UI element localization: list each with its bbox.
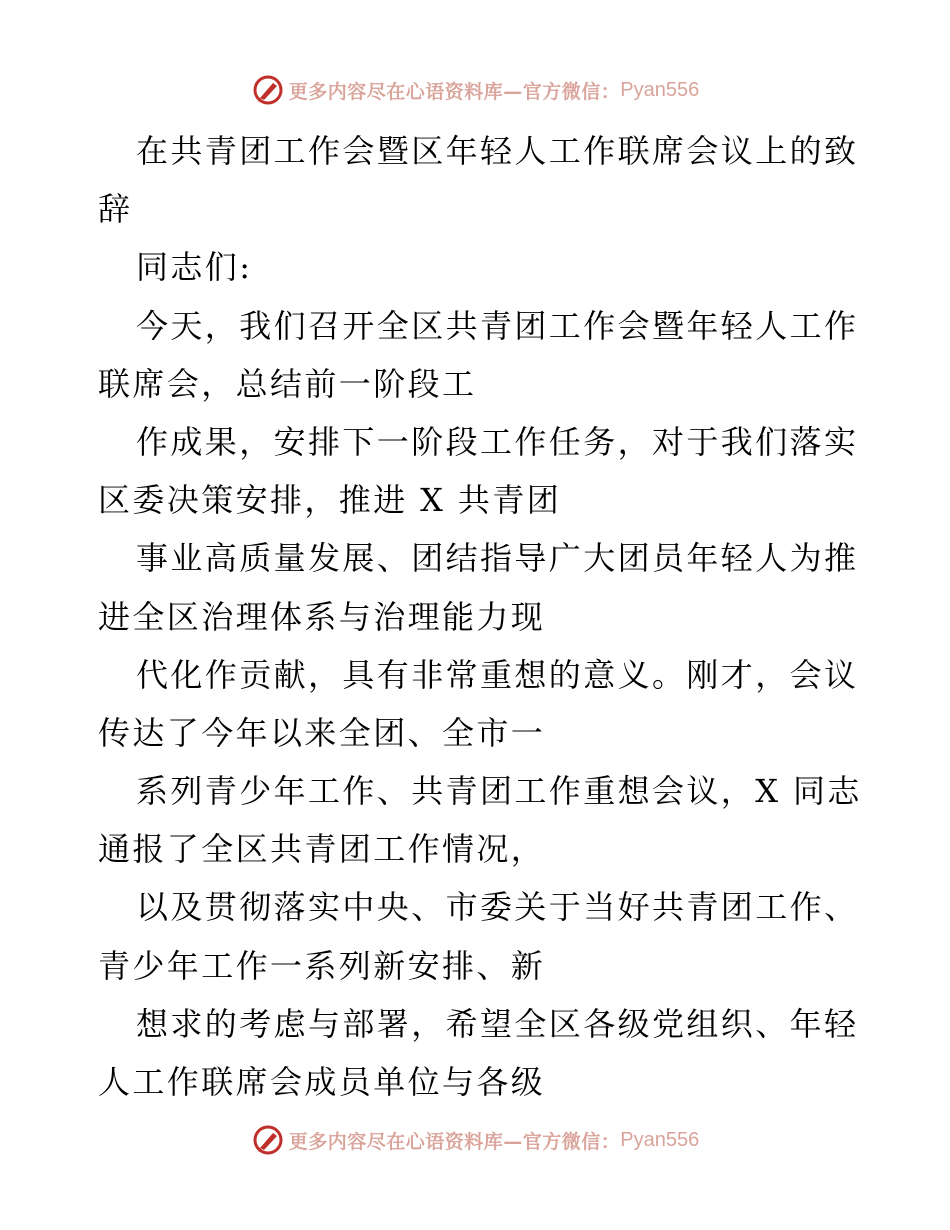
text-line: 区委决策安排，推进 X 共青团 bbox=[98, 481, 562, 520]
document-body bbox=[98, 122, 862, 1111]
footer-banner bbox=[0, 1120, 950, 1160]
text-line: 通报了全区共青团工作情况， bbox=[98, 830, 546, 869]
header-banner-text: 更多内容尽在心语资料库—官方微信： bbox=[288, 80, 621, 103]
text-line: 代化作贡献，具有非常重想的意义。刚才，会议 bbox=[136, 655, 859, 694]
header-wechat-id: Pyan556 bbox=[620, 78, 700, 101]
footer-banner-text: 更多内容尽在心语资料库—官方微信： bbox=[288, 1130, 621, 1153]
text-line: 人工作联席会成员单位与各级 bbox=[98, 1063, 546, 1101]
text-line: 今天，我们召开全区共青团工作会暨年轻人工作 bbox=[136, 306, 859, 345]
text-line: 以及贯彻落实中央、市委关于当好共青团工作、 bbox=[136, 888, 859, 927]
header-banner bbox=[0, 70, 950, 110]
text-line: 作成果，安排下一阶段工作任务，对于我们落实 bbox=[136, 422, 859, 461]
document-title-line-2: 辞 bbox=[98, 190, 133, 229]
text-line: 事业高质量发展、团结指导广大团员年轻人为推 bbox=[136, 539, 859, 578]
text-line: 联席会，总结前一阶段工 bbox=[98, 364, 477, 403]
salutation: 同志们: bbox=[136, 248, 253, 287]
pen-logo-icon bbox=[251, 1123, 285, 1157]
text-line: 传达了今年以来全团、全市一 bbox=[98, 713, 546, 752]
footer-wechat-id: Pyan556 bbox=[620, 1128, 700, 1151]
text-line: 想求的考虑与部署，希望全区各级党组织、年轻 bbox=[136, 1004, 859, 1043]
text-line: 系列青少年工作、共青团工作重想会议，X 同志 bbox=[136, 772, 862, 811]
text-line: 进全区治理体系与治理能力现 bbox=[98, 597, 546, 636]
text-line: 青少年工作一系列新安排、新 bbox=[98, 946, 546, 985]
document-title-line-1: 在共青团工作会暨区年轻人工作联席会议上的致 bbox=[136, 132, 859, 170]
pen-logo-icon bbox=[251, 73, 285, 107]
